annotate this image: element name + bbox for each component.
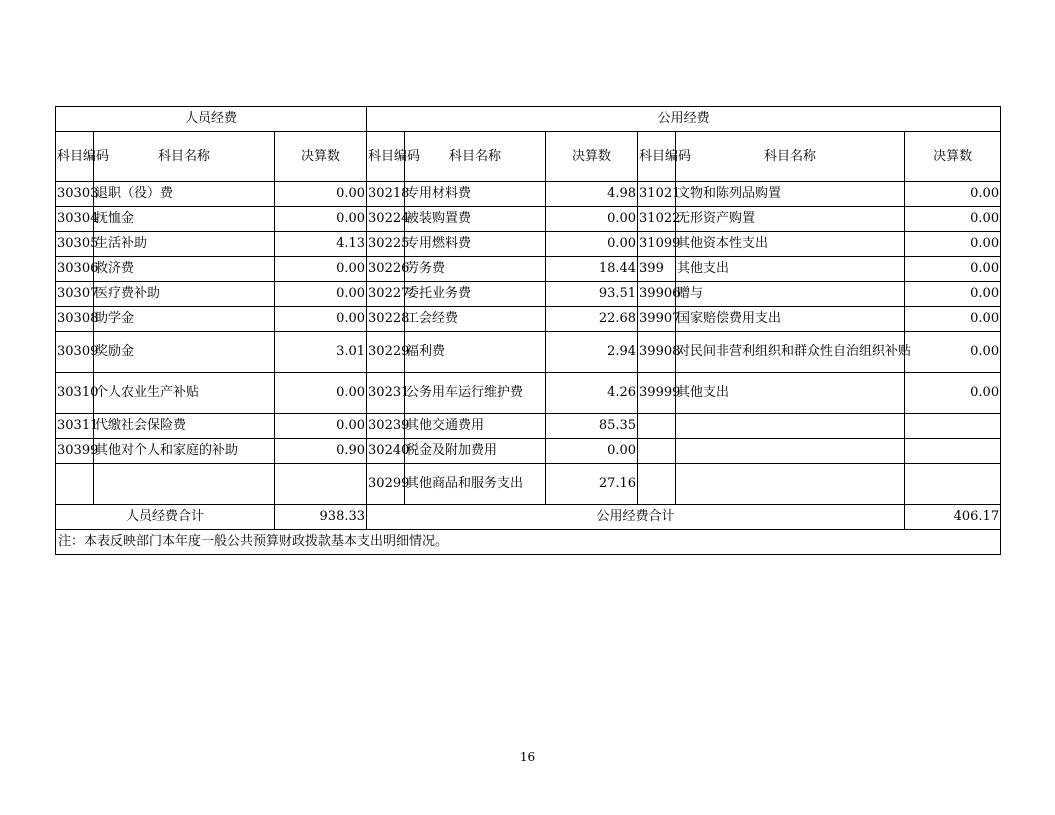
row-code: 30399 — [56, 439, 94, 464]
row-code: 31099 — [638, 232, 676, 257]
row-code: 30304 — [56, 207, 94, 232]
row-amount: 0.90 — [275, 439, 367, 464]
row-name: 国家赔偿费用支出 — [676, 307, 905, 332]
row-name: 退职（役）费 — [94, 182, 275, 207]
row-name: 奖励金 — [94, 332, 275, 373]
name-header: 科目名称 — [94, 132, 275, 182]
row-code: 30231 — [367, 373, 405, 414]
row-name: 其他支出 — [676, 257, 905, 282]
row-code: 30227 — [367, 282, 405, 307]
row-name: 委托业务费 — [405, 282, 546, 307]
row-amount: 0.00 — [275, 257, 367, 282]
row-amount — [905, 439, 1001, 464]
row-amount: 2.94 — [546, 332, 638, 373]
row-amount: 0.00 — [905, 182, 1001, 207]
row-amount: 4.13 — [275, 232, 367, 257]
row-code: 31022 — [638, 207, 676, 232]
row-name: 被装购置费 — [405, 207, 546, 232]
row-code: 39907 — [638, 307, 676, 332]
personnel-header: 人员经费 — [56, 107, 367, 132]
row-amount: 4.26 — [546, 373, 638, 414]
table-note: 注：本表反映部门本年度一般公共预算财政拨款基本支出明细情况。 — [56, 530, 1001, 555]
table-row — [56, 414, 1001, 439]
table-row — [56, 232, 1001, 257]
row-amount: 85.35 — [546, 414, 638, 439]
row-code: 39999 — [638, 373, 676, 414]
row-amount: 3.01 — [275, 332, 367, 373]
row-amount — [905, 464, 1001, 505]
row-name: 专用燃料费 — [405, 232, 546, 257]
public-total-value: 406.17 — [905, 505, 1001, 530]
row-code — [638, 414, 676, 439]
table-row — [56, 307, 1001, 332]
row-code: 31021 — [638, 182, 676, 207]
personnel-total-value: 938.33 — [275, 505, 367, 530]
row-code: 30240 — [367, 439, 405, 464]
row-amount: 0.00 — [275, 182, 367, 207]
row-amount: 0.00 — [275, 207, 367, 232]
row-code: 30305 — [56, 232, 94, 257]
row-amount: 0.00 — [905, 207, 1001, 232]
row-code: 30310 — [56, 373, 94, 414]
row-name: 其他交通费用 — [405, 414, 546, 439]
name-header: 科目名称 — [676, 132, 905, 182]
row-code: 30239 — [367, 414, 405, 439]
row-name: 其他资本性支出 — [676, 232, 905, 257]
row-name: 公务用车运行维护费 — [405, 373, 546, 414]
row-name: 个人农业生产补贴 — [94, 373, 275, 414]
row-code: 39908 — [638, 332, 676, 373]
row-name: 救济费 — [94, 257, 275, 282]
row-name: 对民间非营利组织和群众性自治组织补贴 — [676, 332, 905, 373]
row-amount: 0.00 — [275, 307, 367, 332]
row-amount: 0.00 — [905, 307, 1001, 332]
row-name: 其他对个人和家庭的补助 — [94, 439, 275, 464]
totals-row — [56, 505, 1001, 530]
row-amount — [905, 414, 1001, 439]
name-header: 科目名称 — [405, 132, 546, 182]
amount-header: 决算数 — [275, 132, 367, 182]
code-header: 科目编码 — [56, 132, 94, 182]
row-name — [676, 464, 905, 505]
code-header: 科目编码 — [367, 132, 405, 182]
row-name: 其他支出 — [676, 373, 905, 414]
row-code: 39906 — [638, 282, 676, 307]
row-amount: 93.51 — [546, 282, 638, 307]
row-code — [56, 464, 94, 505]
row-code: 30226 — [367, 257, 405, 282]
row-amount: 0.00 — [275, 282, 367, 307]
row-name — [94, 464, 275, 505]
row-amount: 27.16 — [546, 464, 638, 505]
row-code: 399 — [638, 257, 676, 282]
table-row — [56, 207, 1001, 232]
row-name: 文物和陈列品购置 — [676, 182, 905, 207]
row-amount: 0.00 — [905, 232, 1001, 257]
row-name: 福利费 — [405, 332, 546, 373]
row-code: 30299 — [367, 464, 405, 505]
row-amount: 22.68 — [546, 307, 638, 332]
table-row — [56, 373, 1001, 414]
row-amount: 0.00 — [546, 207, 638, 232]
expenditure-detail-table — [55, 106, 1001, 555]
row-name: 工会经费 — [405, 307, 546, 332]
row-name: 劳务费 — [405, 257, 546, 282]
row-name: 抚恤金 — [94, 207, 275, 232]
row-amount: 18.44 — [546, 257, 638, 282]
row-name: 无形资产购置 — [676, 207, 905, 232]
row-amount: 4.98 — [546, 182, 638, 207]
row-code: 30303 — [56, 182, 94, 207]
row-name: 代缴社会保险费 — [94, 414, 275, 439]
personnel-total-label: 人员经费合计 — [56, 505, 275, 530]
amount-header: 决算数 — [546, 132, 638, 182]
row-code: 30218 — [367, 182, 405, 207]
row-amount: 0.00 — [905, 373, 1001, 414]
row-code: 30224 — [367, 207, 405, 232]
row-code: 30307 — [56, 282, 94, 307]
table-row — [56, 439, 1001, 464]
row-amount: 0.00 — [905, 282, 1001, 307]
row-code: 30306 — [56, 257, 94, 282]
row-code: 30308 — [56, 307, 94, 332]
table-row — [56, 182, 1001, 207]
row-name — [676, 414, 905, 439]
table-row — [56, 257, 1001, 282]
note-row — [56, 530, 1001, 555]
table-row — [56, 282, 1001, 307]
group-header-row — [56, 107, 1001, 132]
row-code: 30228 — [367, 307, 405, 332]
code-header: 科目编码 — [638, 132, 676, 182]
row-amount: 0.00 — [905, 332, 1001, 373]
public-header: 公用经费 — [367, 107, 1001, 132]
row-amount — [275, 464, 367, 505]
row-name — [676, 439, 905, 464]
row-name: 税金及附加费用 — [405, 439, 546, 464]
row-amount: 0.00 — [275, 414, 367, 439]
table-row — [56, 464, 1001, 505]
row-amount: 0.00 — [905, 257, 1001, 282]
row-name: 其他商品和服务支出 — [405, 464, 546, 505]
row-code: 30229 — [367, 332, 405, 373]
row-name: 医疗费补助 — [94, 282, 275, 307]
row-code: 30309 — [56, 332, 94, 373]
public-total-label: 公用经费合计 — [367, 505, 905, 530]
page-number: 16 — [519, 750, 536, 764]
row-name: 助学金 — [94, 307, 275, 332]
row-code — [638, 464, 676, 505]
row-code: 30225 — [367, 232, 405, 257]
row-amount: 0.00 — [546, 232, 638, 257]
row-name: 生活补助 — [94, 232, 275, 257]
row-name: 专用材料费 — [405, 182, 546, 207]
row-code — [638, 439, 676, 464]
row-amount: 0.00 — [546, 439, 638, 464]
column-header-row — [56, 132, 1001, 182]
table-row — [56, 332, 1001, 373]
row-code: 30311 — [56, 414, 94, 439]
amount-header: 决算数 — [905, 132, 1001, 182]
row-name: 赠与 — [676, 282, 905, 307]
row-amount: 0.00 — [275, 373, 367, 414]
